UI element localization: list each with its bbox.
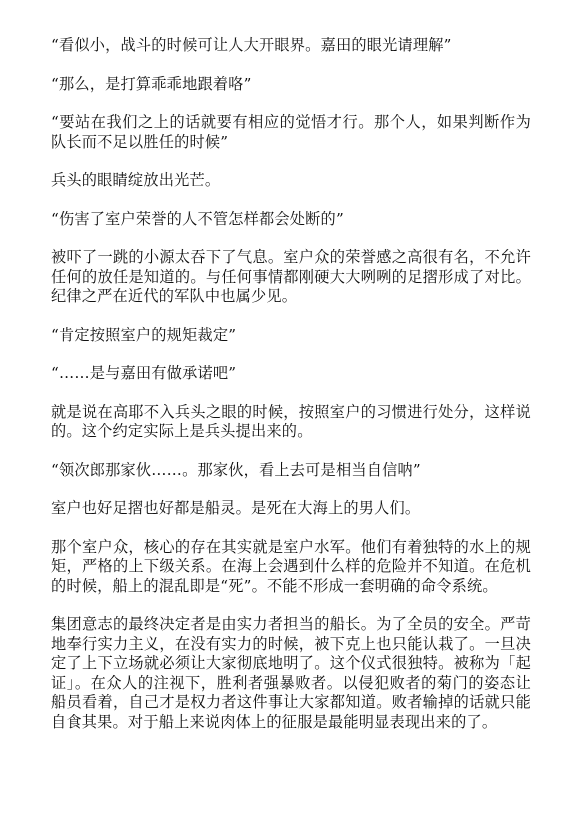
dialogue-paragraph-7: “肯定按照室户的规矩裁定” xyxy=(51,325,237,344)
narration-paragraph-13: 集团意志的最终决定者是由实力者担当的船长。为了全员的安全。严苛地奉行实力主义，在没有实力的时候，被下克上也只能认栽了。一旦决定了上下立场就必须让大家彻底地明了。这个仪式很独特。被称为「起证」。在众人的注视下，胜利者强暴败者。以侵犯败者的菊门的姿态让船员看着，自己才是权力者这件事让大家都知道。败者输掉的话就只能自食其果。对于船上来说肉体上的征服是最能明显表现出来的了。 xyxy=(51,615,531,731)
dialogue-paragraph-8: “……是与嘉田有做承诺吧” xyxy=(51,364,237,382)
dialogue-paragraph-1: “看似小，战斗的时候可让人大开眼界。嘉田的眼光请理解” xyxy=(51,36,452,54)
narration-paragraph-6: 被吓了一跳的小源太吞下了气息。室户众的荣誉感之高很有名，不允许任何的放任是知道的。与任何事情都刚硬大大咧咧的足摺形成了对比。纪律之严在近代的军队中也属少见。 xyxy=(51,248,531,305)
dialogue-paragraph-5: “伤害了室户荣誉的人不管怎样都会处断的” xyxy=(51,209,344,228)
dialogue-paragraph-10: “领次郎那家伙……。那家伙，看上去可是相当自信呐” xyxy=(51,460,421,479)
dialogue-paragraph-2: “那么，是打算乖乖地跟着咯” xyxy=(51,74,252,93)
dialogue-paragraph-3: “要站在我们之上的话就要有相应的觉悟才行。那个人，如果判断作为队长而不足以胜任的时候” xyxy=(51,113,531,151)
narration-paragraph-9: 就是说在高耶不入兵头之眼的时候，按照室户的习惯进行处分，这样说的。这个约定实际上是兵头提出来的。 xyxy=(51,402,531,440)
document-page xyxy=(51,36,531,751)
narration-paragraph-12: 那个室户众，核心的存在其实就是室户水军。他们有着独特的水上的规矩，严格的上下级关系。在海上会遇到什么样的危险并不知道。在危机的时候，船上的混乱即是“死”。不能不形成一套明确的命令系统。 xyxy=(51,537,531,595)
narration-paragraph-11: 室户也好足摺也好都是船灵。是死在大海上的男人们。 xyxy=(51,499,421,517)
narration-paragraph-4: 兵头的眼睛绽放出光芒。 xyxy=(51,171,221,189)
